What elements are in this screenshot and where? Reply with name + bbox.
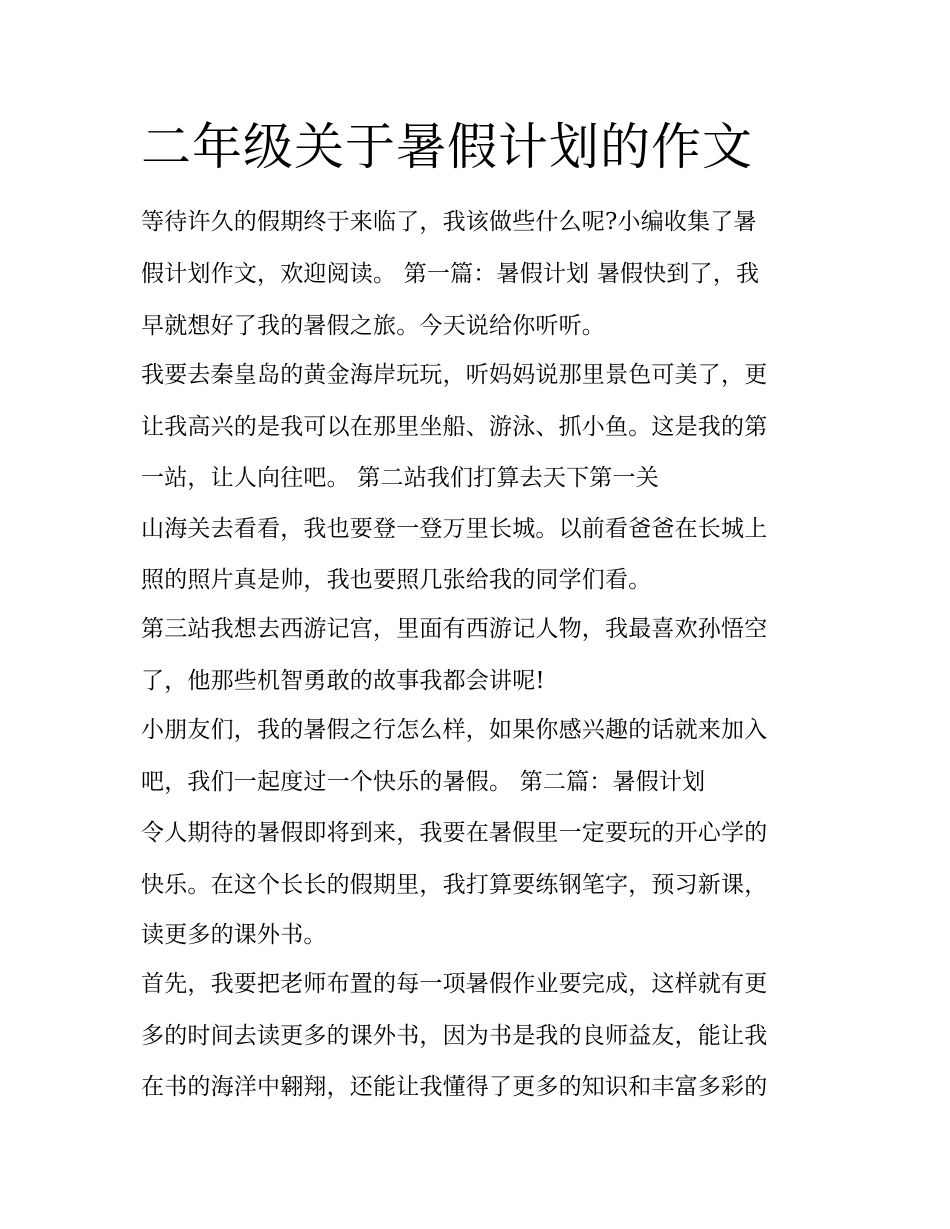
text-line: 多的时间去读更多的课外书，因为书是我的良师益友，能让我: [141, 1023, 768, 1049]
text-line: 等待许久的假期终于来临了，我该做些什么呢?小编收集了暑: [141, 209, 757, 235]
text-line: 第三站我想去西游记宫，里面有西游记人物，我最喜欢孙悟空: [141, 616, 768, 642]
text-line: 让我高兴的是我可以在那里坐船、游泳、抓小鱼。这是我的第: [141, 414, 768, 440]
text-line: 令人期待的暑假即将到来，我要在暑假里一定要玩的开心学的: [141, 820, 768, 846]
text-line: 快乐。在这个长长的假期里，我打算要练钢笔字，预习新课，: [141, 872, 768, 898]
text-line: 一站，让人向往吧。 第二站我们打算去天下第一关: [141, 465, 659, 491]
text-line: 我要去秦皇岛的黄金海岸玩玩，听妈妈说那里景色可美了，更: [141, 362, 768, 388]
text-line: 照的照片真是帅，我也要照几张给我的同学们看。: [141, 567, 652, 593]
text-line: 早就想好了我的暑假之旅。今天说给你听听。: [141, 313, 605, 339]
document-title: 二年级关于暑假计划的作文: [141, 118, 753, 176]
text-line: 山海关去看看，我也要登一登万里长城。以前看爸爸在长城上: [141, 516, 768, 542]
text-line: 假计划作文，欢迎阅读。 第一篇：暑假计划 暑假快到了，我: [141, 261, 760, 287]
text-line: 在书的海洋中翱翔，还能让我懂得了更多的知识和丰富多彩的: [141, 1074, 768, 1100]
text-line: 首先，我要把老师布置的每一项暑假作业要完成，这样就有更: [141, 971, 768, 997]
text-line: 读更多的课外书。: [141, 922, 327, 948]
text-line: 了，他那些机智勇敢的故事我都会讲呢!: [141, 668, 545, 694]
text-line: 小朋友们，我的暑假之行怎么样，如果你感兴趣的话就来加入: [141, 717, 768, 743]
text-line: 吧，我们一起度过一个快乐的暑假。 第二篇：暑假计划: [141, 769, 706, 795]
